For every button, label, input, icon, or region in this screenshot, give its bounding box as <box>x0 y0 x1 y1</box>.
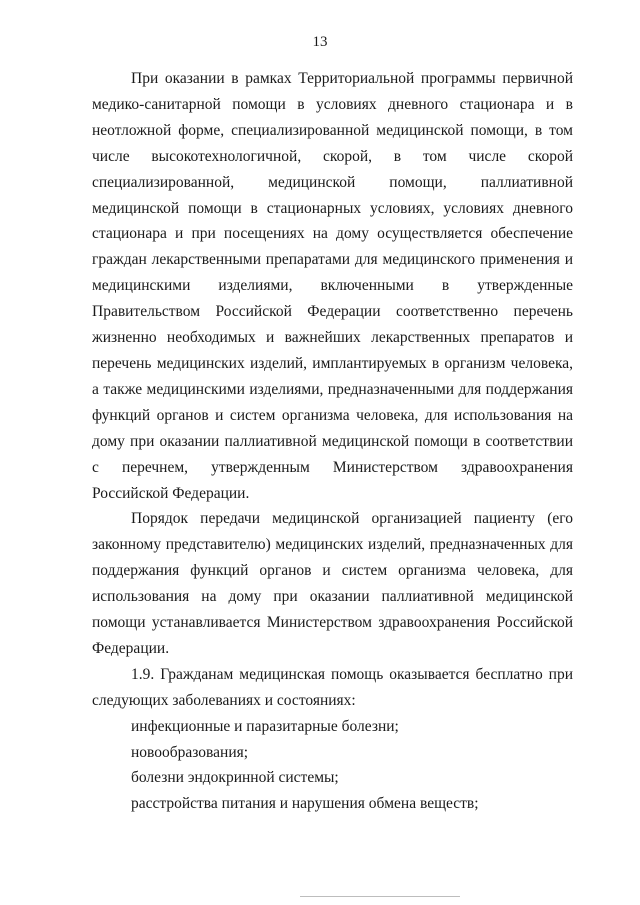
paragraph-section-1-9: 1.9. Гражданам медицинская помощь оказывается бесплатно при следующих заболеваниях и состояниях: <box>92 665 573 709</box>
list-item: болезни эндокринной системы; <box>131 769 339 787</box>
list-item: расстройства питания и нарушения обмена веществ; <box>131 795 479 813</box>
scan-artifact-line <box>300 896 460 897</box>
page-number: 13 <box>312 34 328 50</box>
list-item: новообразования; <box>131 743 249 761</box>
list-item: инфекционные и паразитарные болезни; <box>131 717 399 735</box>
document-body <box>92 66 573 817</box>
paragraph-transfer-procedure: Порядок передачи медицинской организацией пациенту (его законному представителю) медицинских изделий, предназначенных для поддержания функций органов и систем организма человека, для использования на дому при оказании паллиативной медицинской помощи устанавливается Министерством здравоохранения Российской Федерации. <box>92 510 573 657</box>
paragraph-provision: При оказании в рамках Территориальной программы первичной медико-санитарной помощи в условиях дневного стационара и в неотложной форме, специализированной медицинской помощи, в том числе высокотехнологичной, скорой, в том числе скорой специализированной, медицинской помощи, паллиативной медицинской помощи в стационарных условиях, условиях дневного стационара и при посещениях на дому осуществляется обеспечение граждан лекарственными препаратами для медицинского применения и медицинскими изделиями, включенными в утвержденные Правительством Российской Федерации соответственно перечень жизненно необходимых и важнейших лекарственных препаратов и перечень медицинских изделий, имплантируемых в организм человека, а также медицинскими изделиями, предназначенными для поддержания функций органов и систем организма человека, для использования на дому при оказании паллиативной медицинской помощи в соответствии с перечнем, утвержденным Министерством здравоохранения Российской Федерации. <box>92 70 573 502</box>
